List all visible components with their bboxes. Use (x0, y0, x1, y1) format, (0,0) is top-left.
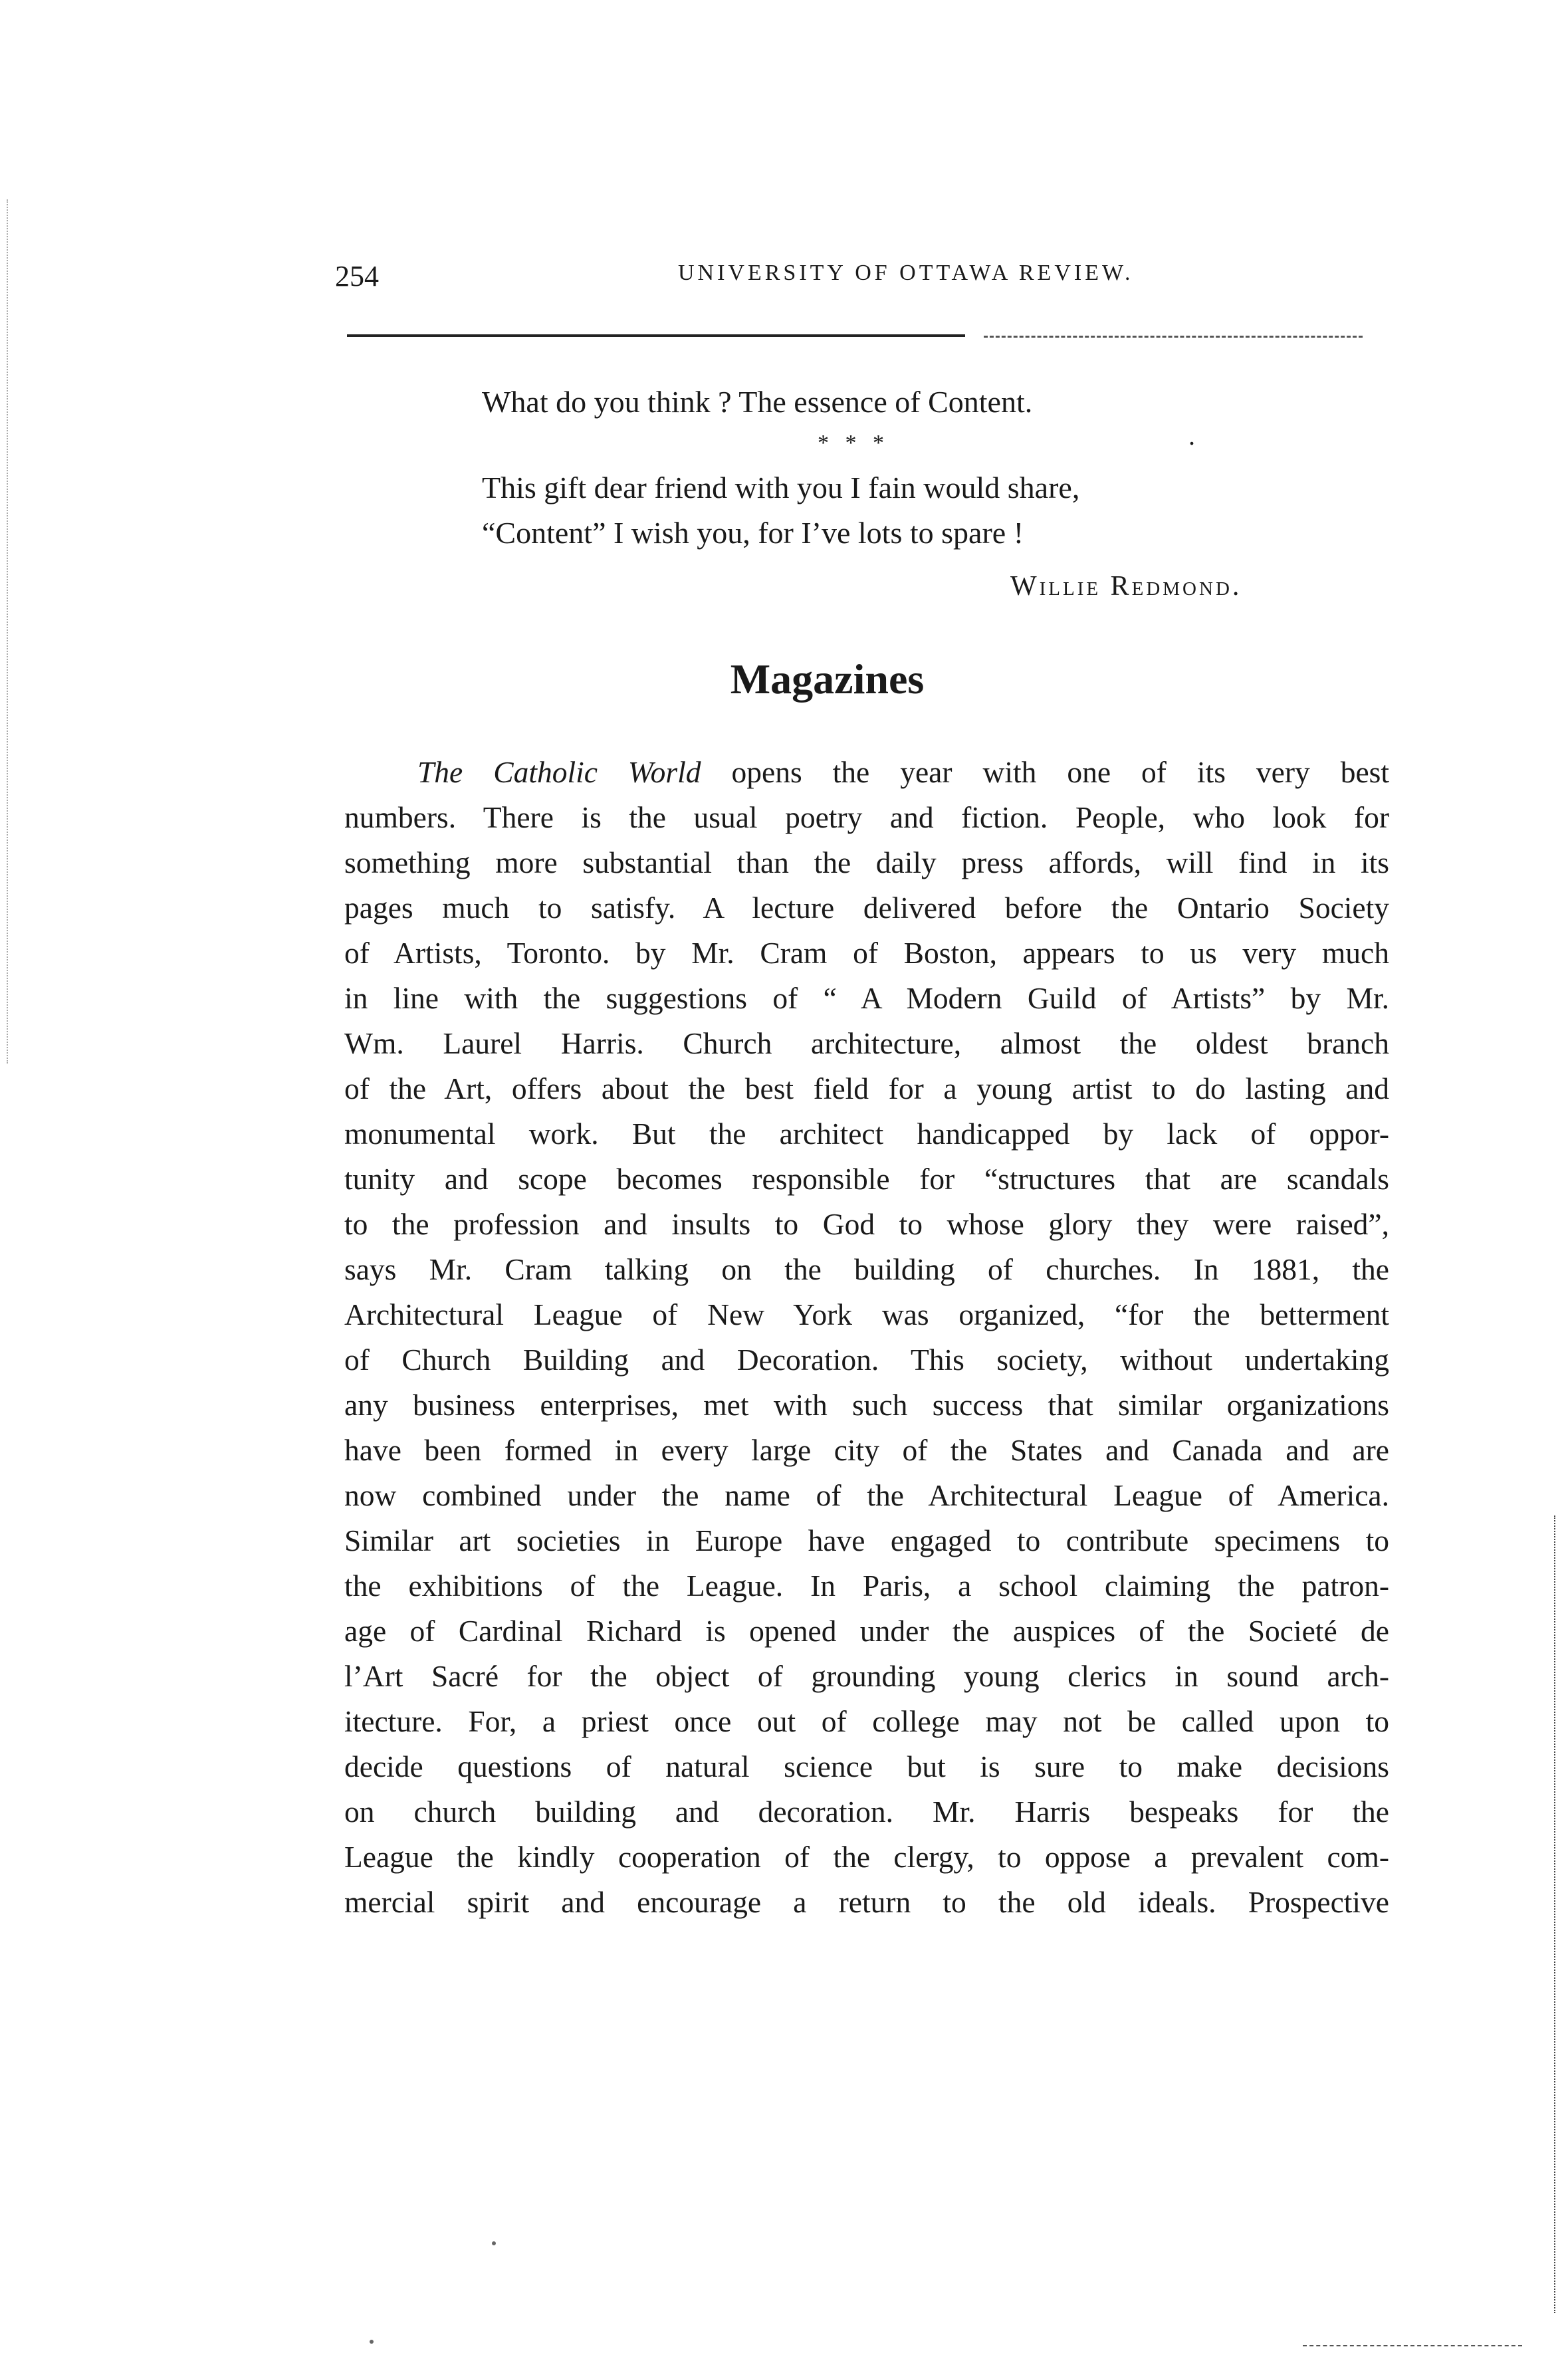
poem-line: What do you think ? The essence of Content. (482, 385, 1033, 419)
poem-line: “Content” I wish you, for I’ve lots to spare ! (482, 516, 1024, 550)
poem-first-line (482, 379, 1346, 425)
article-line: opens the year with one of its very best (731, 755, 1390, 789)
article-line: now combined under the name of the Architectural League of America. (344, 1478, 1389, 1512)
article-line: pages much to satisfy. A lecture delivered before the Ontario Society (344, 891, 1389, 925)
stray-dot: . (1188, 421, 1195, 451)
poem-signature: Willie Redmond. (1010, 571, 1242, 602)
article-line: Architectural League of New York was organized, “for the betterment (344, 1297, 1389, 1331)
running-head: UNIVERSITY OF OTTAWA REVIEW. (678, 261, 1134, 285)
article-line: have been formed in every large city of the States and Canada and are (344, 1433, 1389, 1467)
article-line: tunity and scope becomes responsible for “structures that are scandals (344, 1162, 1389, 1196)
article-line: to the profession and insults to God to whose glory they were raised”, (344, 1207, 1389, 1241)
scan-speck (370, 2340, 374, 2344)
scan-left-edge (7, 199, 10, 1064)
article-line: numbers. There is the usual poetry and fiction. People, who look for (344, 800, 1389, 834)
poem-stanza (482, 465, 1079, 556)
poem-line: This gift dear friend with you I fain would share, (482, 471, 1080, 505)
scan-bottom-edge (1303, 2345, 1522, 2346)
article-line: League the kindly cooperation of the clergy, to oppose a prevalent com- (344, 1840, 1389, 1874)
article-line: of Artists, Toronto. by Mr. Cram of Boston, appears to us very much (344, 936, 1389, 970)
magazine-title: The Catholic World (417, 755, 701, 789)
article-line: any business enterprises, met with such success that similar organizations (344, 1388, 1389, 1422)
article-line: mercial spirit and encourage a return to the old ideals. Prospective (344, 1885, 1389, 1919)
header-rule-broken (984, 336, 1363, 338)
article-line: l’Art Sacré for the object of grounding young clerics in sound arch- (344, 1659, 1389, 1693)
poem-separator: * * * (818, 431, 889, 455)
article-first-line (344, 750, 1389, 795)
article-line: age of Cardinal Richard is opened under the auspices of the Societé de (344, 1614, 1389, 1648)
article-line: something more substantial than the daily press affords, will find in its (344, 845, 1389, 879)
article-line: itecture. For, a priest once out of college may not be called upon to (344, 1704, 1389, 1738)
article-line: monumental work. But the architect handicapped by lack of oppor- (344, 1117, 1389, 1151)
article-line: the exhibitions of the League. In Paris, a school claiming the patron- (344, 1569, 1389, 1603)
scan-speck (492, 2241, 496, 2245)
article-line: on church building and decoration. Mr. Harris bespeaks for the (344, 1795, 1389, 1829)
scan-right-edge (1554, 1515, 1557, 2313)
page-number: 254 (335, 260, 379, 292)
header-rule (347, 334, 965, 337)
article-line: in line with the suggestions of “ A Modern Guild of Artists” by Mr. (344, 981, 1389, 1015)
article-line: of the Art, offers about the best field for a young artist to do lasting and (344, 1071, 1389, 1105)
section-heading: Magazines (730, 655, 925, 703)
article-line: of Church Building and Decoration. This society, without undertaking (344, 1343, 1389, 1377)
article-line: says Mr. Cram talking on the building of churches. In 1881, the (344, 1252, 1389, 1286)
article-body (344, 750, 1389, 1925)
article-line: Similar art societies in Europe have engaged to contribute specimens to (344, 1523, 1389, 1557)
article-line: Wm. Laurel Harris. Church architecture, almost the oldest branch (344, 1026, 1389, 1060)
article-line: decide questions of natural science but is sure to make decisions (344, 1749, 1389, 1783)
